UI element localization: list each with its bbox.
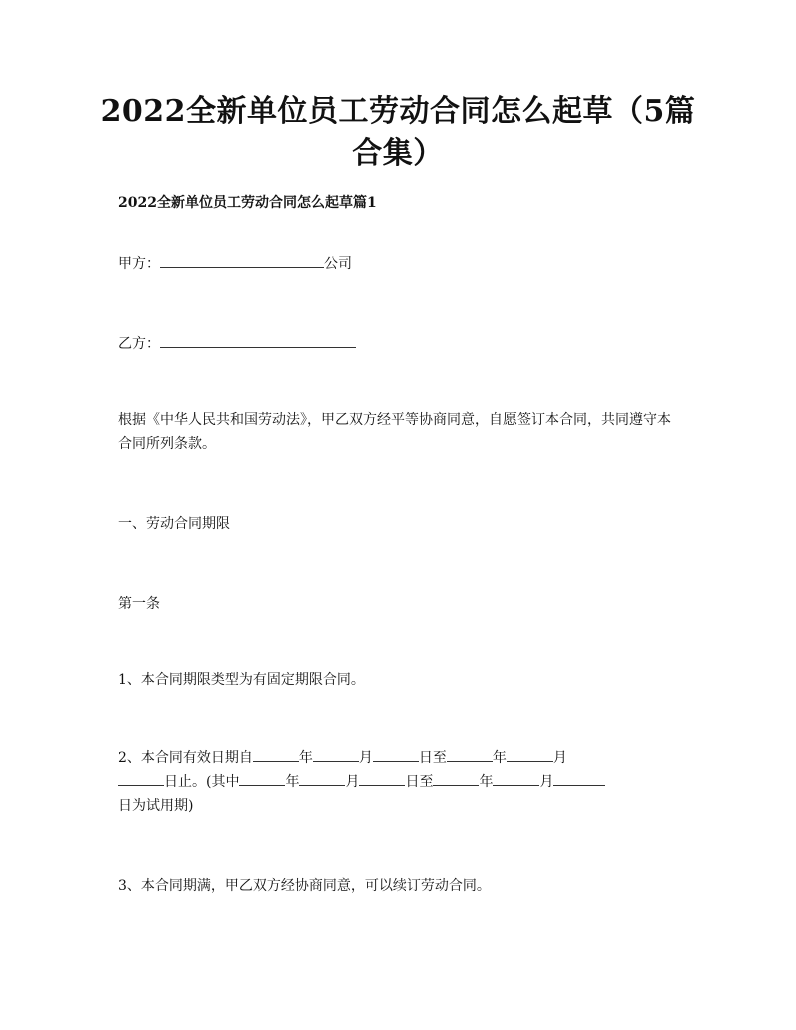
party-b-blank <box>160 332 356 348</box>
year-label: 年 <box>285 774 300 790</box>
day-to-label: 日至 <box>418 750 447 766</box>
party-a-label: 甲方： <box>118 256 160 272</box>
section-heading-term: 一、劳动合同期限 <box>118 516 230 532</box>
document-title-line2: 合集） <box>352 136 444 171</box>
basis-paragraph: 根据《中华人民共和国劳动法》，甲乙双方经平等协商同意，自愿签订本合同，共同遵守本合同所列条款。 <box>118 412 671 452</box>
party-a-suffix: 公司 <box>324 256 352 272</box>
date-blank <box>447 746 493 762</box>
date-blank <box>553 770 605 786</box>
clause-item-3: 3、本合同期满，甲乙双方经协商同意，可以续订劳动合同。 <box>118 878 491 894</box>
year-label: 年 <box>298 750 313 766</box>
clause-item-2 <box>118 746 684 818</box>
date-blank <box>507 746 553 762</box>
year-label: 年 <box>492 750 507 766</box>
date-blank <box>118 770 164 786</box>
month-label: 月 <box>345 774 360 790</box>
day-probation-label: 日为试用期) <box>118 798 194 814</box>
clause-item-2-line3 <box>118 794 684 818</box>
party-a-line <box>118 252 684 276</box>
party-b-label: 乙方： <box>118 336 160 352</box>
date-blank <box>359 770 405 786</box>
month-label: 月 <box>539 774 554 790</box>
year-label: 年 <box>479 774 494 790</box>
document-title-line1: 2022全新单位员工劳动合同怎么起草（5篇 <box>100 94 696 129</box>
date-blank <box>239 770 285 786</box>
clause-item-2-line1 <box>118 746 684 770</box>
party-a-blank <box>160 252 324 268</box>
date-blank <box>299 770 345 786</box>
date-blank <box>253 746 299 762</box>
section-subtitle: 2022全新单位员工劳动合同怎么起草篇1 <box>118 195 377 211</box>
article-heading: 第一条 <box>118 596 160 612</box>
month-label: 月 <box>552 750 567 766</box>
day-to-label: 日至 <box>405 774 434 790</box>
item2-prefix: 2、本合同有效日期自 <box>118 750 253 766</box>
clause-item-1: 1、本合同期限类型为有固定期限合同。 <box>118 672 365 688</box>
party-b-line <box>118 332 684 356</box>
day-end-label: 日止。(其中 <box>164 774 240 790</box>
clause-item-2-line2 <box>118 770 684 794</box>
month-label: 月 <box>358 750 373 766</box>
date-blank <box>493 770 539 786</box>
date-blank <box>433 770 479 786</box>
date-blank <box>313 746 359 762</box>
date-blank <box>373 746 419 762</box>
